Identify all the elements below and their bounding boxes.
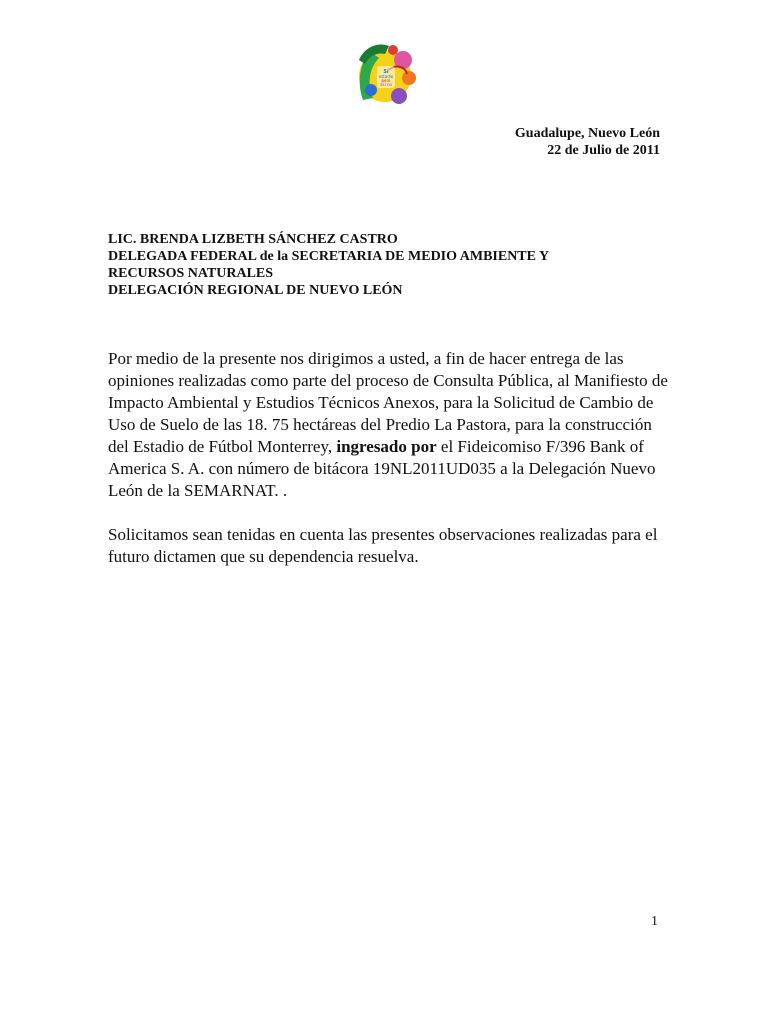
p1-text-a: Por medio de la presente nos dirigimos a usted, a fin de hacer entrega de las opiniones realizadas como parte del proceso de Consulta Pública, al Manifiesto de Impacto Ambiental y Estudios Técnicos Anexos, para la Solicitud de Cambio de Uso de Suelo de las 18. 75 hectáreas del Predio La Pastora, para la construcción del Estadio de Fútbol Monterrey,: [108, 349, 668, 456]
event-logo: [349, 40, 421, 110]
addressee-office: DELEGACIÓN REGIONAL DE NUEVO LEÓN: [108, 283, 403, 298]
letter-date: 22 de Julio de 2011: [547, 143, 660, 158]
place-date-block: [515, 125, 660, 159]
svg-text:Sí: Sí: [383, 69, 389, 75]
addressee-name: LIC. BRENDA LIZBETH SÁNCHEZ CASTRO: [108, 232, 398, 247]
body-paragraph-2: Solicitamos sean tenidas en cuenta las presentes observaciones realizadas para el futuro dictamen que su dependencia resuelva.: [108, 525, 658, 566]
addressee-block: [108, 231, 668, 299]
addressee-title: DELEGADA FEDERAL de la SECRETARIA DE MEDIO AMBIENTE Y: [108, 249, 550, 264]
letter-place: Guadalupe, Nuevo León: [514, 126, 660, 141]
letter-body: [108, 348, 668, 590]
addressee-title-cont: RECURSOS NATURALES: [108, 266, 274, 281]
svg-text:pero: pero: [381, 78, 391, 83]
p1-bold-text: ingresado por: [336, 437, 437, 456]
p1-text-b: el Fideicomiso F/396 Bank of America S. A. con número de bitácora 19NL2011UD035 a la Delegación Nuevo León de la SEMARNAT. .: [108, 437, 656, 500]
body-paragraph-1: [108, 348, 668, 502]
event-logo-icon: [349, 40, 421, 110]
svg-text:así no: así no: [380, 82, 392, 87]
page-number: 1: [651, 914, 658, 929]
svg-text:estadio: estadio: [378, 74, 394, 79]
